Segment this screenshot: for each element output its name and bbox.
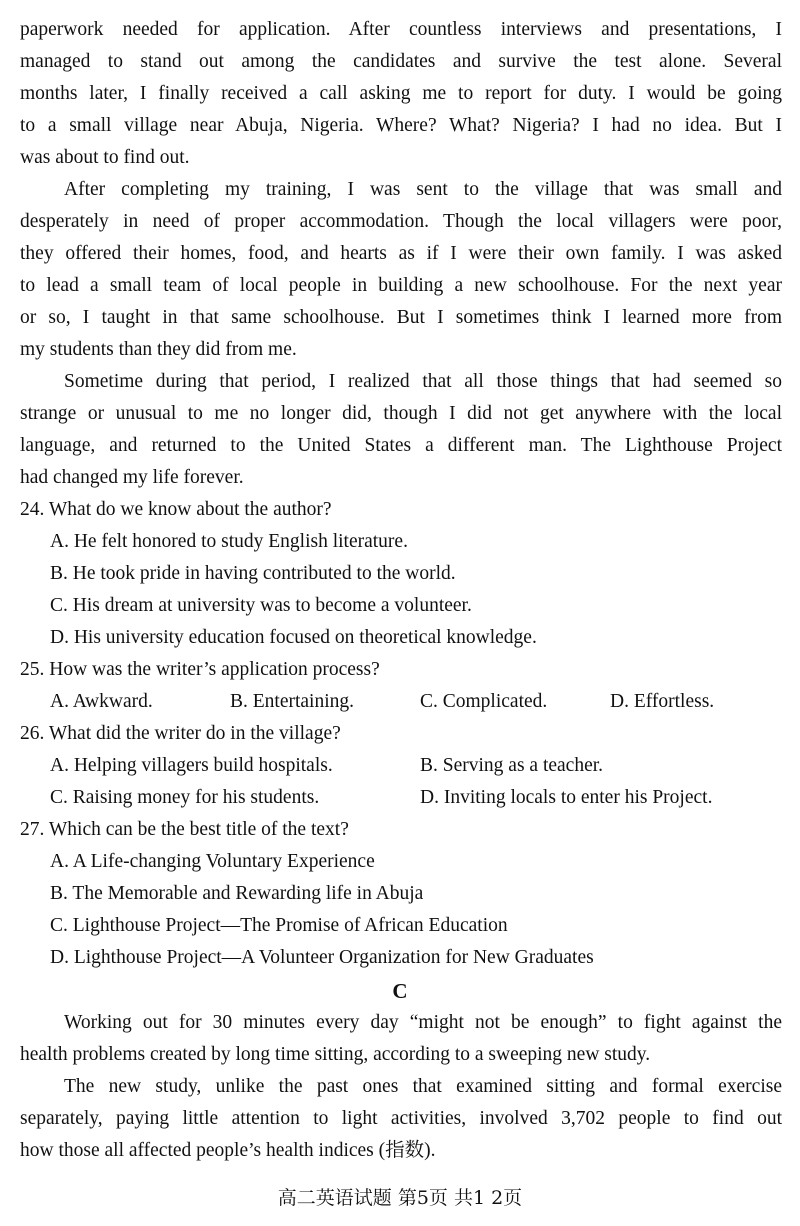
passage-line: to lead a small team of local people in building a new schoolhouse. For the next year — [20, 275, 782, 296]
passage-line: had changed my life forever. — [20, 467, 244, 488]
option-a: A. He felt honored to study English literature. — [50, 531, 408, 552]
option-a: A. A Life-changing Voluntary Experience — [50, 851, 375, 872]
question-stem: 27. Which can be the best title of the text? — [20, 819, 349, 840]
option-c: C. Lighthouse Project—The Promise of African Education — [50, 915, 508, 936]
passage-line: The new study, unlike the past ones that examined sitting and formal exercise — [64, 1076, 782, 1097]
passage-line: Sometime during that period, I realized that all those things that had seemed so — [64, 371, 782, 392]
passage-line: Working out for 30 minutes every day “might not be enough” to fight against the — [64, 1012, 782, 1033]
option-b: B. He took pride in having contributed to the world. — [50, 563, 456, 584]
passage-line: health problems created by long time sitting, according to a sweeping new study. — [20, 1044, 651, 1065]
option-a: A. Awkward. — [50, 691, 153, 712]
option-d: D. Inviting locals to enter his Project. — [420, 787, 713, 808]
passage-line: months later, I finally received a call asking me to report for duty. I would be going — [20, 83, 782, 104]
passage-line: desperately in need of proper accommodation. Though the local villagers were poor, — [20, 211, 782, 232]
option-c: C. His dream at university was to become a volunteer. — [50, 595, 472, 616]
option-b: B. The Memorable and Rewarding life in Abuja — [50, 883, 424, 904]
passage-line: paperwork needed for application. After countless interviews and presentations, I — [20, 19, 782, 40]
passage-line: they offered their homes, food, and hearts as if I were their own family. I was asked — [20, 243, 782, 264]
section-heading: C — [392, 979, 408, 1003]
passage-line: was about to find out. — [20, 147, 190, 168]
option-c: C. Raising money for his students. — [50, 787, 320, 808]
passage-line: separately, paying little attention to light activities, involved 3,702 people to find out — [20, 1108, 782, 1129]
option-c: C. Complicated. — [420, 691, 548, 712]
option-d: D. Lighthouse Project—A Volunteer Organization for New Graduates — [50, 947, 594, 968]
question-stem: 26. What did the writer do in the village? — [20, 723, 341, 744]
passage-line: or so, I taught in that same schoolhouse. But I sometimes think I learned more from — [20, 307, 782, 328]
passage-line: how those all affected people’s health indices (指数). — [20, 1140, 436, 1161]
passage-line: language, and returned to the United States a different man. The Lighthouse Project — [20, 435, 782, 456]
passage-line: After completing my training, I was sent to the village that was small and — [64, 179, 782, 200]
option-row — [50, 686, 782, 718]
option-b: B. Serving as a teacher. — [420, 755, 604, 776]
question-stem: 25. How was the writer’s application process? — [20, 659, 380, 680]
page-footer: 高二英语试题 第5页 共1 2页 — [277, 1187, 523, 1209]
option-b: B. Entertaining. — [230, 691, 355, 712]
option-row — [50, 782, 782, 814]
option-d: D. Effortless. — [610, 691, 715, 712]
passage-line: managed to stand out among the candidates and survive the test alone. Several — [20, 51, 782, 72]
option-d: D. His university education focused on theoretical knowledge. — [50, 627, 537, 648]
option-row — [50, 750, 782, 782]
question-stem: 24. What do we know about the author? — [20, 499, 332, 520]
passage-line: strange or unusual to me no longer did, though I did not get anywhere with the local — [20, 403, 782, 424]
option-a: A. Helping villagers build hospitals. — [50, 755, 333, 776]
passage-line: my students than they did from me. — [20, 339, 297, 360]
passage-line: to a small village near Abuja, Nigeria. Where? What? Nigeria? I had no idea. But I — [20, 115, 782, 136]
